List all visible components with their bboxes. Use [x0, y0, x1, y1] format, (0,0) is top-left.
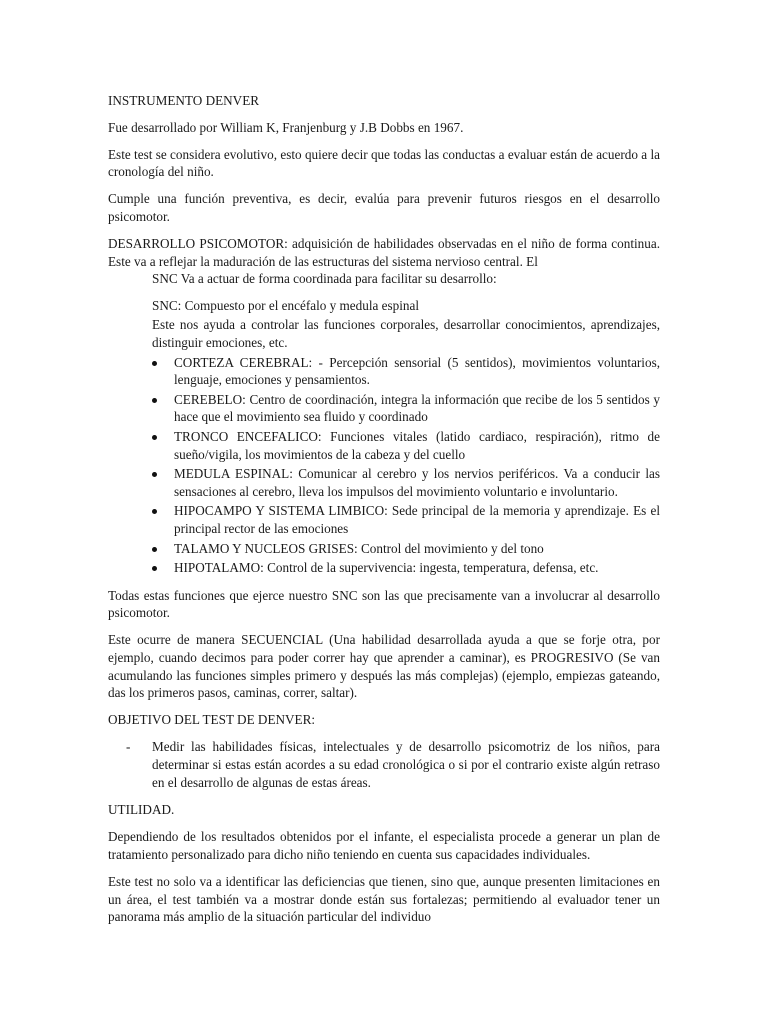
document-content	[108, 92, 660, 935]
bullet-icon	[152, 547, 157, 552]
paragraph-secuencial: Este ocurre de manera SECUENCIAL (Una habilidad desarrollada ayuda a que se forje otra, por ejemplo, cuando decimos para poder correr hay que aprender a caminar), es PROGRESIVO (Se van acumulando las funciones simples primero y después las más complejas) (ejemplo, empiezas gateando, das los primeros pasos, caminas, correr, saltar).	[108, 632, 660, 701]
paragraph-origin: Fue desarrollado por William K, Franjenburg y J.B Dobbs en 1967.	[108, 119, 464, 135]
bullet-icon	[152, 435, 157, 440]
paragraph-funciones-snc: Todas estas funciones que ejerce nuestro SNC son las que precisamente van a involucrar al desarrollo psicomotor.	[108, 587, 660, 621]
list-item	[126, 738, 660, 791]
paragraph-desarrollo-psicomotor	[108, 235, 660, 288]
snc-intro: Este nos ayuda a controlar las funciones corporales, desarrollar conocimientos, aprendizajes, distinguir emociones, etc.	[152, 317, 660, 351]
list-item	[174, 354, 660, 389]
utility-heading: UTILIDAD.	[108, 802, 175, 818]
bullet-icon	[152, 361, 157, 366]
list-item	[174, 559, 660, 577]
desarrollo-psicomotor-text: DESARROLLO PSICOMOTOR: adquisición de habilidades observadas en el niño de forma continua. Este va a reflejar la maduración de las estructuras del sistema nervioso central. El	[108, 236, 660, 269]
list-item	[174, 465, 660, 500]
list-item-text: TRONCO ENCEFALICO: Funciones vitales (latido cardiaco, respiración), ritmo de sueño/vigila, los movimientos de la cabeza y del cuello	[174, 429, 660, 462]
list-item-text: HIPOCAMPO Y SISTEMA LIMBICO: Sede principal de la memoria y aprendizaje. Es el principal rector de las emociones	[174, 503, 660, 536]
paragraph-fortalezas: Este test no solo va a identificar las deficiencias que tienen, sino que, aunque presenten limitaciones en un área, el test también va a mostrar donde están sus fortalezas; permitiendo al evaluador tener un panorama más amplio de la situación particular del individuo	[108, 873, 660, 925]
dash-marker: -	[126, 739, 131, 755]
snc-heading: SNC: Compuesto por el encéfalo y medula espinal	[152, 297, 419, 313]
list-item-text: TALAMO Y NUCLEOS GRISES: Control del movimiento y del tono	[174, 540, 544, 556]
list-item-text: Medir las habilidades físicas, intelectuales y de desarrollo psicomotriz de los niños, para determinar si estas están acordes a su edad cronológica o si por el contrario existe algún retraso en el desarrollo de algunas de estas áreas.	[152, 739, 660, 790]
paragraph-evolutivo: Este test se considera evolutivo, esto quiere decir que todas las conductas a evaluar están de acuerdo a la cronología del niño.	[108, 146, 660, 180]
document-title: INSTRUMENTO DENVER	[108, 93, 260, 108]
list-item	[174, 540, 660, 558]
list-item-text: CORTEZA CEREBRAL: - Percepción sensorial (5 sentidos), movimientos voluntarios, lenguaje, emociones y pensamientos.	[174, 354, 660, 388]
bullet-icon	[152, 472, 157, 477]
list-item-text: MEDULA ESPINAL: Comunicar al cerebro y los nervios periféricos. Va a conducir las sensaciones al cerebro, lleva los impulsos del movimiento voluntario e involuntario.	[174, 466, 660, 499]
list-item	[174, 428, 660, 463]
bullet-icon	[152, 566, 157, 571]
paragraph-preventiva: Cumple una función preventiva, es decir, evalúa para prevenir futuros riesgos en el desarrollo psicomotor.	[108, 191, 660, 224]
snc-section	[108, 297, 660, 577]
objective-heading: OBJETIVO DEL TEST DE DENVER:	[108, 712, 316, 728]
list-item	[174, 502, 660, 537]
list-item-text: HIPOTALAMO: Control de la supervivencia: ingesta, temperatura, defensa, etc.	[174, 560, 599, 576]
list-item-text: CEREBELO: Centro de coordinación, integra la información que recibe de los 5 sentidos y hace que el movimiento sea fluido y coordinado	[174, 391, 660, 425]
desarrollo-psicomotor-continuation: SNC Va a actuar de forma coordinada para facilitar su desarrollo:	[152, 271, 497, 287]
paragraph-plan-tratamiento: Dependiendo de los resultados obtenidos por el infante, el especialista procede a generar un plan de tratamiento personalizado para dicho niño teniendo en cuenta sus capacidades individuales.	[108, 829, 660, 862]
list-item	[174, 391, 660, 426]
objective-list	[108, 738, 660, 791]
snc-bullet-list	[152, 354, 660, 577]
bullet-icon	[152, 509, 157, 514]
bullet-icon	[152, 398, 157, 403]
